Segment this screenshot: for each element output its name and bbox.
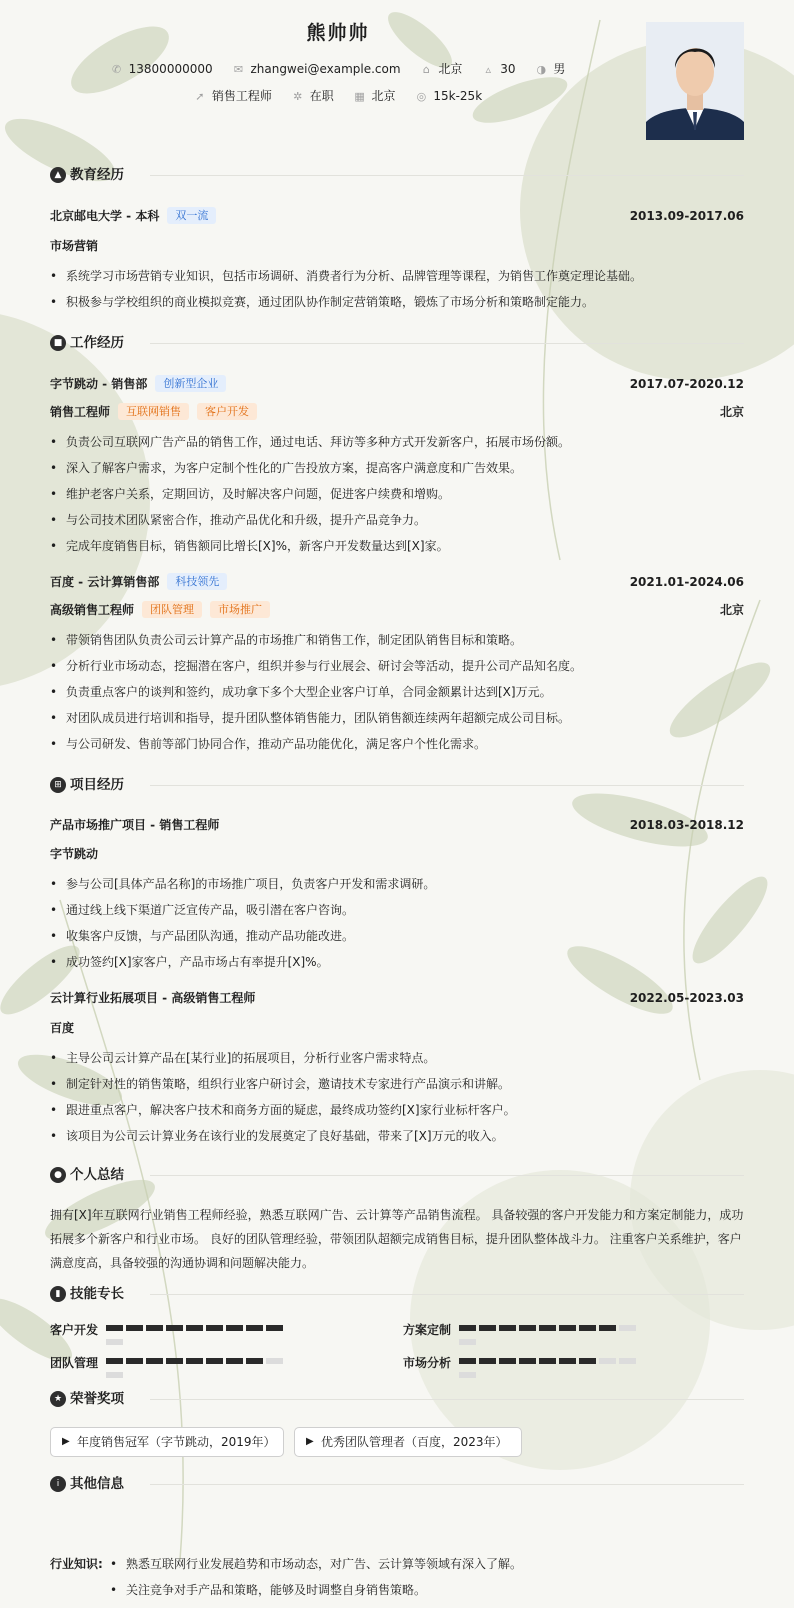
phone-item: [111, 62, 213, 76]
section-title: 教育经历: [70, 167, 124, 183]
job-date: 2017.07-2020.12: [629, 377, 744, 391]
job-title-text: 销售工程师: [211, 89, 272, 103]
gear-icon: ✲: [293, 90, 303, 103]
job-city: 北京: [719, 603, 744, 617]
status-item: [292, 87, 334, 104]
section-awards: [50, 1389, 744, 1409]
section-title: 荣誉奖项: [70, 1391, 124, 1407]
company-tag: 科技领先: [167, 573, 227, 590]
salary-text: 15k-25k: [433, 89, 483, 103]
job-position-row: [50, 403, 744, 421]
section-other: [50, 1474, 744, 1494]
send-icon: ➚: [195, 90, 205, 103]
section-title: 工作经历: [70, 335, 124, 351]
skill-item: [403, 1321, 653, 1339]
contact-row: [0, 60, 676, 77]
list-item: • 该项目为公司云计算业务在该行业的发展奠定了良好基础，带来了[X]万元的收入。: [50, 1129, 504, 1143]
list-item: • 与公司技术团队紧密合作，推动产品优化和升级，提升产品竞争力。: [50, 513, 427, 527]
education-major-row: [50, 237, 744, 255]
skill-level-segment: [166, 1325, 183, 1331]
skill-level-segment: [186, 1325, 203, 1331]
skill-level-segment: [246, 1325, 263, 1331]
list-item: • 制定针对性的销售策略，组织行业客户研讨会，邀请技术专家进行产品演示和讲解。: [50, 1077, 511, 1091]
skill-level-segment: [106, 1358, 123, 1364]
skill-level-segment: [579, 1358, 596, 1364]
briefcase-icon: ■: [50, 335, 66, 351]
summary-line: 拓展多个新客户和行业市场。 良好的团队管理经验，带领团队超额完成销售目标，提升团队整体战斗力。 注重客户关系维护，客户: [50, 1232, 742, 1246]
skill-level-bar: [459, 1320, 653, 1348]
skill-level-segment: [146, 1358, 163, 1364]
list-item: • 参与公司[具体产品名称]的市场推广项目，负责客户开发和需求调研。: [50, 877, 436, 891]
list-item: • 对团队成员进行培训和指导，提升团队整体销售能力，团队销售额连续两年超额完成公司目标。: [50, 711, 571, 725]
project-name: 产品市场推广项目 - 销售工程师: [50, 818, 220, 832]
skill-item: [50, 1321, 300, 1339]
divider: [150, 1484, 744, 1485]
skill-level-segment: [479, 1325, 496, 1331]
status-text: 在职: [309, 89, 334, 103]
job-position-row: [50, 601, 744, 619]
section-skills: [50, 1284, 744, 1304]
graduation-cap-icon: ▲: [50, 167, 66, 183]
skill-item: [403, 1354, 653, 1372]
award-item: [294, 1427, 522, 1457]
skill-level-segment: [619, 1358, 636, 1364]
skill-level-segment: [579, 1325, 596, 1331]
project-header-row: [50, 816, 744, 834]
divider: [150, 1294, 744, 1295]
location-text: 北京: [438, 62, 463, 76]
list-item: • 熟悉互联网行业发展趋势和市场动态，对广告、云计算等领域有深入了解。: [110, 1557, 523, 1571]
skill-level-segment: [599, 1325, 616, 1331]
company-name: 字节跳动 - 销售部: [50, 377, 148, 391]
job-title-item: [194, 87, 272, 104]
divider: [150, 343, 744, 344]
section-summary: [50, 1165, 744, 1185]
project-company-row: [50, 1019, 744, 1037]
skill-level-segment: [126, 1358, 143, 1364]
target-city-text: 北京: [371, 89, 396, 103]
award-item: [50, 1427, 284, 1457]
skill-level-segment: [146, 1325, 163, 1331]
job-intent-row: [0, 87, 676, 104]
skill-name: 客户开发: [50, 1323, 99, 1337]
list-item: • 跟进重点客户，解决客户技术和商务方面的疑虑，最终成功签约[X]家行业标杆客户。: [50, 1103, 516, 1117]
skill-level-segment: [126, 1325, 143, 1331]
skill-tag: 市场推广: [210, 601, 270, 618]
skill-tag: 客户开发: [197, 403, 257, 420]
mail-icon: ✉: [233, 63, 244, 76]
salary-item: [415, 89, 482, 103]
phone-text: 13800000000: [128, 62, 213, 76]
skill-level-segment: [499, 1358, 516, 1364]
company-tag: 创新型企业: [155, 375, 226, 392]
skill-level-segment: [539, 1358, 556, 1364]
skill-level-segment: [266, 1325, 283, 1331]
skill-level-segment: [459, 1325, 476, 1331]
skill-level-segment: [599, 1358, 616, 1364]
coin-icon: ◎: [416, 90, 427, 103]
chart-icon: ▮: [50, 1286, 66, 1302]
skill-level-segment: [519, 1358, 536, 1364]
section-title: 其他信息: [70, 1476, 124, 1492]
skill-level-segment: [206, 1325, 223, 1331]
list-item: • 关注竞争对手产品和策略，能够及时调整自身销售策略。: [110, 1583, 427, 1597]
skill-level-segment: [459, 1358, 476, 1364]
age-item: [482, 62, 515, 76]
home-icon: ⌂: [422, 63, 430, 76]
list-item: • 收集客户反馈，与产品团队沟通，推动产品功能改进。: [50, 929, 355, 943]
section-work: [50, 333, 744, 353]
divider: [150, 1175, 744, 1176]
section-title: 个人总结: [70, 1167, 124, 1183]
school-tag: 双一流: [167, 207, 216, 224]
divider: [150, 175, 744, 176]
skill-level-bar: [106, 1353, 300, 1381]
list-item: • 带领销售团队负责公司云计算产品的市场推广和销售工作，制定团队销售目标和策略。: [50, 633, 523, 647]
summary-line: 拥有[X]年互联网行业销售工程师经验，熟悉互联网广告、云计算等产品销售流程。 具备较强的客户开发能力和方案定制能力，成功: [50, 1208, 744, 1222]
skill-level-segment: [539, 1325, 556, 1331]
major-name: 市场营销: [50, 239, 99, 253]
user-icon: ●: [50, 1167, 66, 1183]
job-city: 北京: [719, 405, 744, 419]
skill-level-segment: [106, 1372, 123, 1378]
gender-icon: ◑: [536, 63, 547, 76]
project-company-row: [50, 845, 744, 863]
award-text: 年度销售冠军（字节跳动，2019年）: [77, 1435, 276, 1449]
skill-level-segment: [559, 1358, 576, 1364]
job-header-row: [50, 375, 744, 393]
skill-name: 团队管理: [50, 1356, 99, 1370]
skill-level-segment: [499, 1325, 516, 1331]
skill-level-segment: [166, 1358, 183, 1364]
project-header-row: [50, 989, 744, 1007]
skill-item: [50, 1354, 300, 1372]
email-text: zhangwei@example.com: [250, 62, 401, 76]
summary-line: 满意度高，具备较强的沟通协调和问题解决能力。: [50, 1256, 315, 1270]
job-header-row: [50, 573, 744, 591]
list-item: • 积极参与学校组织的商业模拟竞赛，通过团队协作制定营销策略，锻炼了市场分析和策略制定能力。: [50, 295, 595, 309]
section-education: [50, 165, 744, 185]
school-name: 北京邮电大学 - 本科: [50, 209, 160, 223]
project-date: 2022.05-2023.03: [629, 991, 744, 1005]
project-date: 2018.03-2018.12: [629, 818, 744, 832]
list-item: • 深入了解客户需求，为客户定制个性化的广告投放方案，提高客户满意度和广告效果。: [50, 461, 523, 475]
list-item: • 负责公司互联网广告产品的销售工作，通过电话、拜访等多种方式开发新客户，拓展市场份额。: [50, 435, 571, 449]
info-icon: i: [50, 1476, 66, 1492]
summary-paragraph: [50, 1203, 744, 1275]
list-item: • 负责重点客户的谈判和签约，成功拿下多个大型企业客户订单，合同金额累计达到[X]万元。: [50, 685, 552, 699]
skill-level-segment: [226, 1358, 243, 1364]
skill-level-segment: [106, 1339, 123, 1345]
skill-level-segment: [559, 1325, 576, 1331]
skill-name: 市场分析: [403, 1356, 452, 1370]
skill-tag: 互联网销售: [118, 403, 189, 420]
section-title: 技能专长: [70, 1286, 124, 1302]
skill-name: 方案定制: [403, 1323, 452, 1337]
target-city-item: [354, 87, 396, 104]
skill-level-segment: [226, 1325, 243, 1331]
cake-icon: ▵: [485, 63, 491, 76]
list-item: • 与公司研发、售前等部门协同合作，推动产品功能优化，满足客户个性化需求。: [50, 737, 487, 751]
award-text: 优秀团队管理者（百度，2023年）: [321, 1435, 508, 1449]
profile-photo: [646, 22, 744, 140]
skill-level-segment: [619, 1325, 636, 1331]
skill-level-segment: [479, 1358, 496, 1364]
skill-level-segment: [266, 1358, 283, 1364]
list-item: • 完成年度销售目标，销售额同比增长[X]%，新客户开发数量达到[X]家。: [50, 539, 449, 553]
job-date: 2021.01-2024.06: [629, 575, 744, 589]
skill-level-segment: [246, 1358, 263, 1364]
skill-level-segment: [459, 1372, 476, 1378]
candidate-name: 熊帅帅: [306, 22, 370, 44]
skill-level-segment: [186, 1358, 203, 1364]
section-projects: [50, 775, 744, 795]
project-company: 百度: [50, 1021, 75, 1035]
gender-item: [535, 60, 565, 77]
skill-level-bar: [106, 1320, 300, 1348]
position-name: 高级销售工程师: [50, 603, 135, 617]
list-item: • 维护老客户关系，定期回访，及时解决客户问题，促进客户续费和增购。: [50, 487, 451, 501]
divider: [150, 1399, 744, 1400]
divider: [150, 785, 744, 786]
other-label: 行业知识:: [50, 1557, 103, 1571]
email-item: [232, 62, 400, 76]
education-header-row: [50, 207, 744, 225]
list-item: • 系统学习市场营销专业知识，包括市场调研、消费者行为分析、品牌管理等课程，为销售工作奠定理论基础。: [50, 269, 643, 283]
grid-icon: ⊞: [50, 777, 66, 793]
skill-level-bar: [459, 1353, 653, 1381]
location-item: [420, 60, 462, 77]
skill-tag: 团队管理: [142, 601, 202, 618]
project-name: 云计算行业拓展项目 - 高级销售工程师: [50, 991, 256, 1005]
medal-icon: ★: [50, 1391, 66, 1407]
list-item: • 分析行业市场动态，挖掘潜在客户，组织并参与行业展会、研讨会等活动，提升公司产品知名度。: [50, 659, 583, 673]
skill-level-segment: [519, 1325, 536, 1331]
section-title: 项目经历: [70, 777, 124, 793]
triangle-bullet-icon: ▶: [306, 1436, 314, 1447]
age-text: 30: [500, 62, 516, 76]
position-name: 销售工程师: [50, 405, 111, 419]
phone-icon: ✆: [112, 63, 122, 76]
company-name: 百度 - 云计算销售部: [50, 575, 160, 589]
list-item: • 成功签约[X]家客户，产品市场占有率提升[X]%。: [50, 955, 329, 969]
skill-level-segment: [206, 1358, 223, 1364]
project-company: 字节跳动: [50, 847, 99, 861]
triangle-bullet-icon: ▶: [62, 1436, 70, 1447]
list-item: • 通过线上线下渠道广泛宣传产品，吸引潜在客户咨询。: [50, 903, 355, 917]
list-item: • 主导公司云计算产品在[某行业]的拓展项目，分析行业客户需求特点。: [50, 1051, 436, 1065]
skill-level-segment: [106, 1325, 123, 1331]
building-icon: ▦: [354, 90, 365, 103]
education-date: 2013.09-2017.06: [629, 209, 744, 223]
skill-level-segment: [459, 1339, 476, 1345]
gender-text: 男: [553, 62, 566, 76]
